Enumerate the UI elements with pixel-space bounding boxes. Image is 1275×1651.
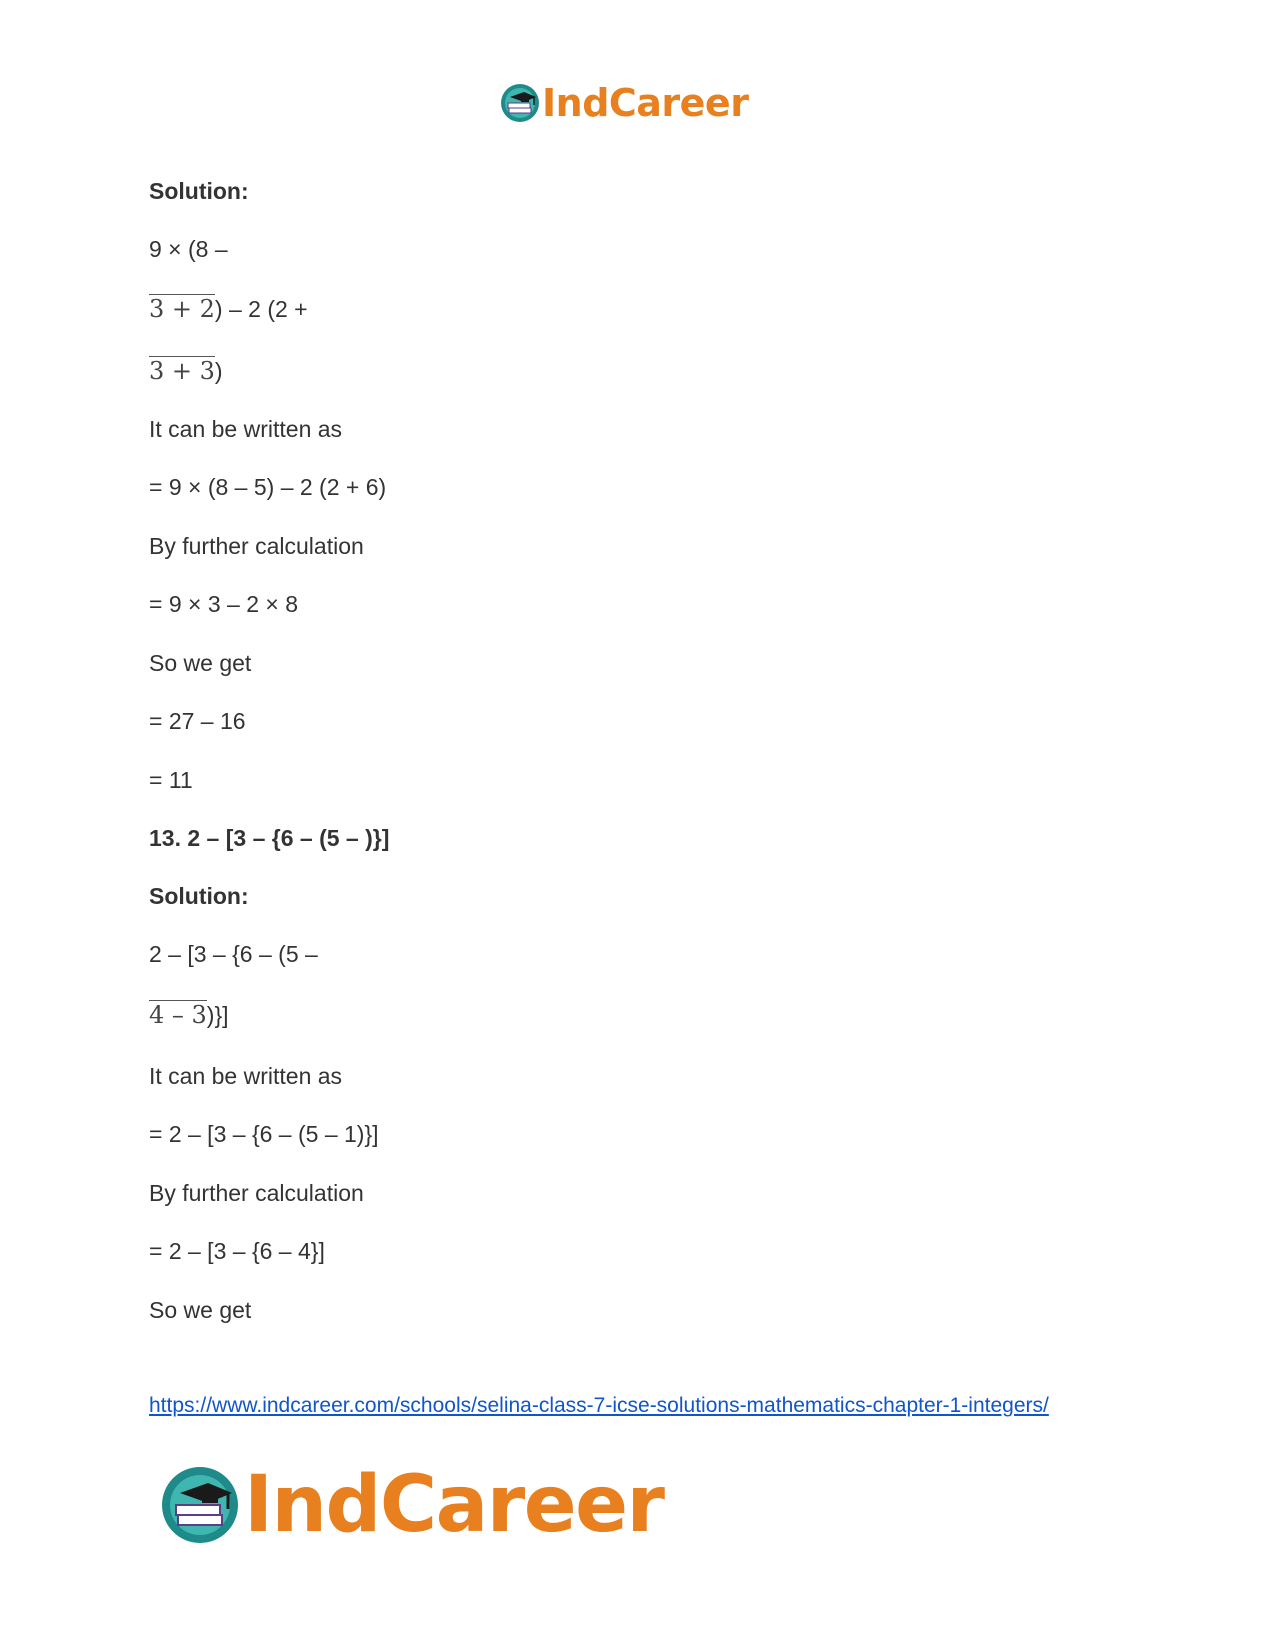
solution-result: = 11 [149,767,193,793]
logo-wordmark: IndCareer [542,81,749,125]
logo-wordmark: IndCareer [244,1460,664,1550]
source-url-link[interactable]: https://www.indcareer.com/schools/selina-class-7-icse-solutions-mathematics-chapter-1-integers/ [149,1394,1049,1417]
solution-text: So we get [149,1297,252,1323]
solution-text: It can be written as [149,416,343,442]
solution-line-with-math [149,1000,229,1029]
graduation-cap-books-icon [500,83,540,123]
solution-line-with-math [149,294,308,323]
solution-text: So we get [149,650,252,676]
expression-tail: ) – 2 (2 + [214,296,308,322]
solution-text: It can be written as [149,1063,343,1089]
solution-line: 2 – [3 – {6 – (5 – [149,941,318,967]
overlined-expression: 4 – 3 [149,1001,207,1029]
solution-line-with-math [149,356,223,385]
solution-line: 9 × (8 – [149,236,228,262]
solution-step: = 9 × (8 – 5) – 2 (2 + 6) [149,474,387,500]
solution-heading: Solution: [149,883,249,909]
expression-tail: ) [214,358,223,384]
solution-step: = 2 – [3 – {6 – (5 – 1)}] [149,1121,379,1147]
solution-text: By further calculation [149,533,364,559]
solution-step: = 9 × 3 – 2 × 8 [149,591,298,617]
overlined-expression: 3 + 2 [149,295,215,323]
solution-text: By further calculation [149,1180,364,1206]
header-logo [500,80,748,126]
footer-logo [160,1460,664,1550]
solution-heading: Solution: [149,178,249,204]
expression-tail: )}] [206,1002,229,1028]
solution-step: = 27 – 16 [149,708,246,734]
graduation-cap-books-icon [160,1465,240,1545]
question-heading: 13. 2 – [3 – {6 – (5 – )}] [149,825,390,851]
solution-step: = 2 – [3 – {6 – 4}] [149,1238,325,1264]
overlined-expression: 3 + 3 [149,357,215,385]
